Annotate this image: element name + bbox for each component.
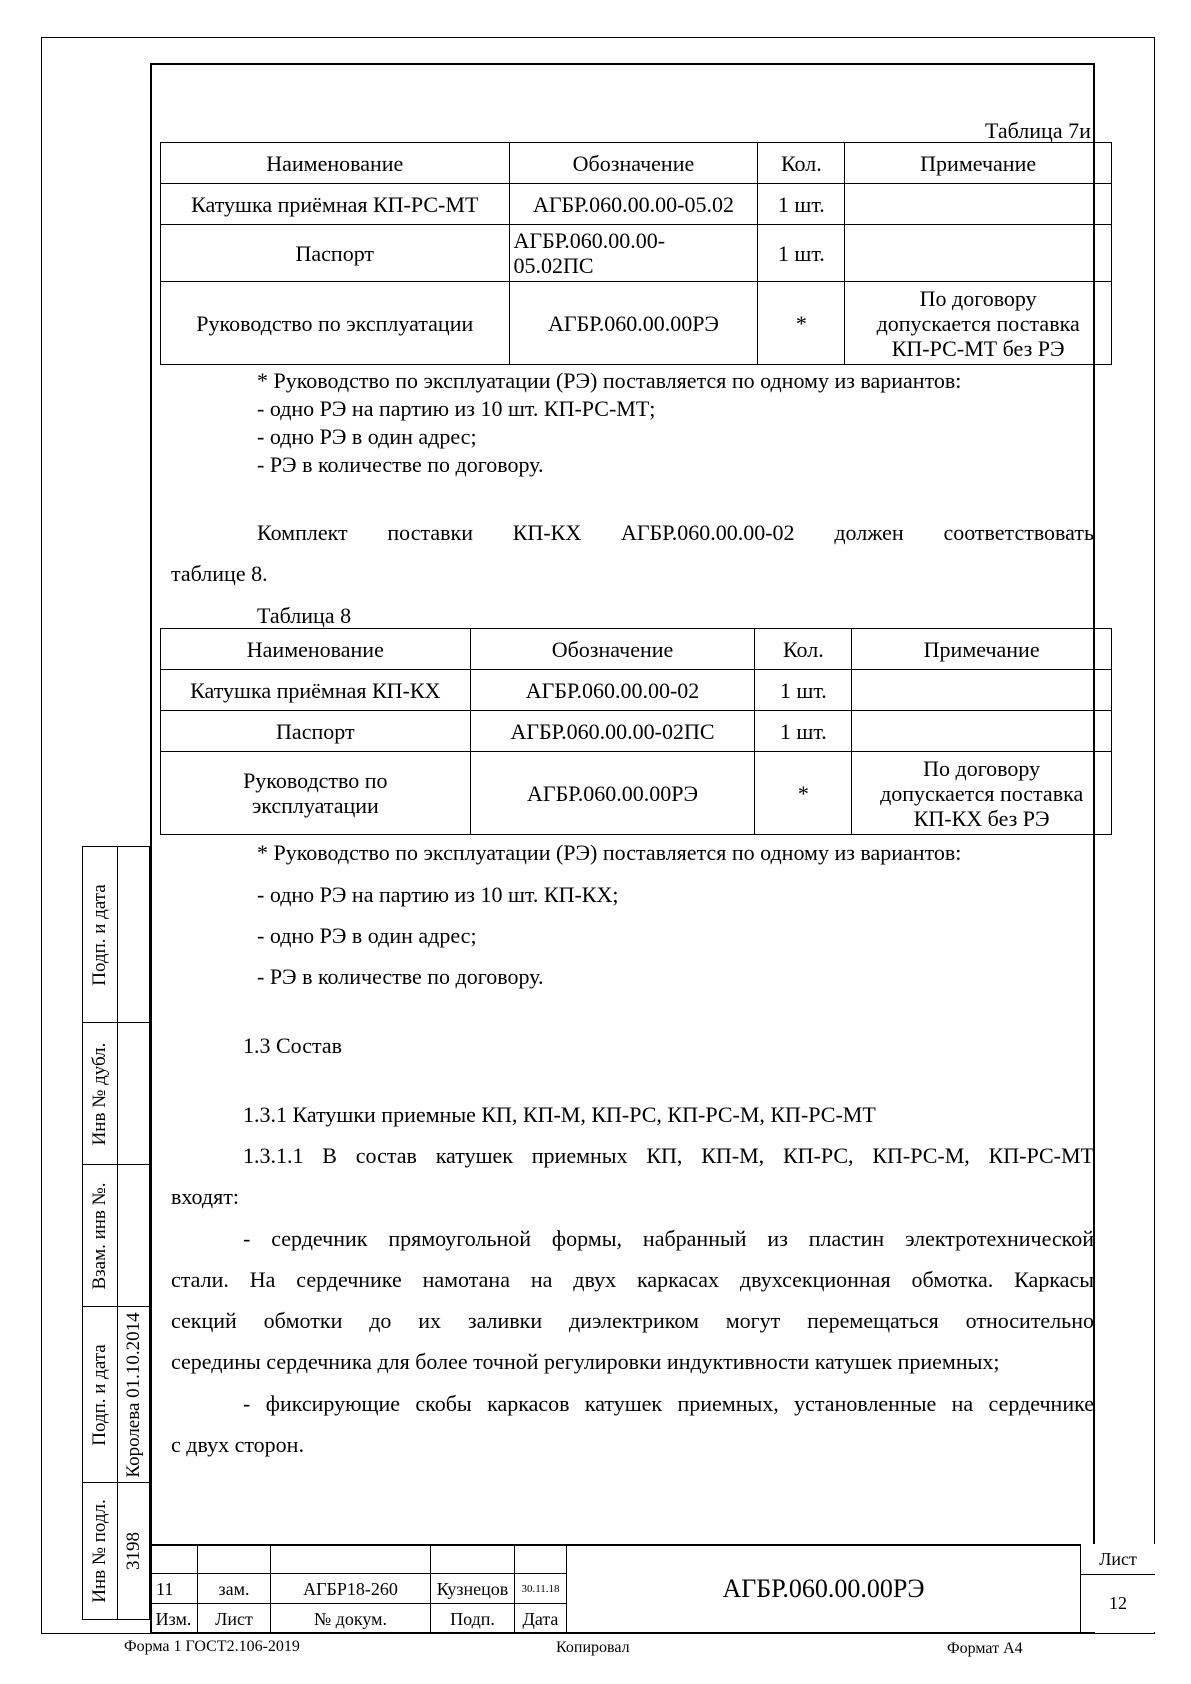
tb-cell — [150, 1546, 198, 1574]
side-label: Инв № подл. — [89, 1499, 110, 1603]
cell-qty: 1 шт. — [758, 184, 845, 225]
cell-designation: АГБР.060.00.00РЭ — [509, 282, 758, 365]
paragraph-line: входят: — [171, 1184, 239, 1209]
side-box-sign-date — [82, 846, 150, 1023]
side-label: Подп. и дата — [89, 883, 110, 986]
cell-qty: 1 шт. — [758, 225, 845, 282]
side-col — [117, 1023, 151, 1164]
paragraph-line: секций обмотки до их заливки диэлектриком могут перемещаться относительно — [171, 1308, 1094, 1333]
document-designation: АГБР.060.00.00РЭ — [722, 1574, 925, 1603]
cell-designation-line: 05.02ПС — [513, 253, 594, 278]
format-label: Формат А4 — [947, 1640, 1023, 1657]
copied-label: Копировал — [556, 1639, 630, 1656]
subsection-heading: 1.3.1 Катушки приемные КП, КП-М, КП-РС, КП-РС-М, КП-РС-МТ — [243, 1102, 876, 1127]
header-designation: Обозначение — [509, 143, 758, 184]
header-qty: Кол. — [758, 143, 845, 184]
cell-note — [845, 225, 1112, 282]
side-box-inv-dup — [82, 1022, 150, 1165]
cell-note — [845, 282, 1112, 365]
cell-name — [161, 752, 471, 835]
side-label: Инв № дубл. — [89, 1042, 110, 1145]
footnote-item: - РЭ в количестве по договору. — [257, 452, 544, 477]
cell-note-line: По договору — [923, 755, 1041, 781]
sheet-box — [1080, 1544, 1155, 1632]
header-name: Наименование — [161, 143, 510, 184]
table-header-row — [161, 629, 1112, 670]
header-name: Наименование — [161, 629, 471, 670]
cell-qty: 1 шт. — [755, 670, 852, 711]
side-box-exch-inv — [82, 1164, 150, 1307]
cell-note-line: допускается поставка — [880, 780, 1084, 806]
footnote-intro: * Руководство по эксплуатации (РЭ) поставляется по одному из вариантов: — [257, 368, 962, 393]
side-col — [117, 1165, 151, 1306]
paragraph-line: - сердечник прямоугольной формы, набранный из пластин электротехнической — [243, 1226, 1094, 1251]
cell-name: Паспорт — [161, 225, 510, 282]
inv-orig-number: 3198 — [123, 1532, 144, 1570]
cell-name: Руководство по эксплуатации — [161, 282, 510, 365]
footnote-item: - одно РЭ на партию из 10 шт. КП-КХ; — [257, 882, 619, 907]
cell-note — [845, 184, 1112, 225]
table-8 — [160, 628, 1112, 835]
title-block — [150, 1544, 1095, 1634]
table-row — [161, 752, 1112, 835]
cell-name: Паспорт — [161, 711, 471, 752]
paragraph-line: с двух сторон. — [171, 1432, 304, 1457]
tb-cell — [271, 1546, 431, 1574]
side-col — [83, 1483, 118, 1619]
header-qty: Кол. — [755, 629, 852, 670]
side-col — [117, 1483, 151, 1619]
cell-name-line: Руководство по — [243, 768, 388, 793]
kit-paragraph-line: таблице 8. — [171, 561, 268, 586]
header-doc-no: № докум. — [271, 1604, 431, 1634]
cell-designation: АГБР.060.00.00РЭ — [470, 752, 755, 835]
table-7i — [160, 142, 1112, 365]
header-list: Лист — [198, 1604, 271, 1634]
cell-note-line: КП-КХ без РЭ — [913, 805, 1050, 831]
cell-note-line: По договору — [919, 285, 1037, 311]
cell-designation: АГБР.060.00.00-05.02 — [509, 184, 758, 225]
section-heading: 1.3 Состав — [243, 1033, 343, 1058]
footnote-item: - одно РЭ на партию из 10 шт. КП-РС-МТ; — [257, 396, 656, 421]
header-sign: Подп. — [431, 1604, 515, 1634]
side-box-inv-orig — [82, 1482, 150, 1620]
side-col — [83, 1165, 118, 1306]
table-row — [161, 670, 1112, 711]
cell-name: Катушка приёмная КП-РС-МТ — [161, 184, 510, 225]
cell-name: Катушка приёмная КП-КХ — [161, 670, 471, 711]
cell-designation: АГБР.060.00.00-02ПС — [470, 711, 755, 752]
cell-note — [852, 711, 1112, 752]
signer-name: Кузнецов — [431, 1574, 515, 1604]
cell-designation: АГБР.060.00.00-02 — [470, 670, 755, 711]
cell-note-line: допускается поставка — [876, 310, 1080, 336]
sheet-number: 12 — [1109, 1593, 1127, 1613]
side-col — [117, 1307, 151, 1482]
cell-qty: * — [755, 752, 852, 835]
table-8-caption: Таблица 8 — [257, 603, 352, 628]
footnote-item: - РЭ в количестве по договору. — [257, 964, 544, 989]
change-date: 30.11.18 — [515, 1574, 567, 1604]
footnote-item: - одно РЭ в один адрес; — [257, 923, 477, 948]
footnote-item: - одно РЭ в один адрес; — [257, 424, 477, 449]
tb-cell — [198, 1546, 271, 1574]
header-date: Дата — [515, 1604, 567, 1634]
change-doc-number: АГБР18-260 — [271, 1574, 431, 1604]
tb-cell — [515, 1546, 567, 1574]
header-note: Примечание — [852, 629, 1112, 670]
table-row — [161, 282, 1112, 365]
footnote-intro: * Руководство по эксплуатации (РЭ) поставляется по одному из вариантов: — [257, 840, 962, 865]
table-row — [161, 225, 1112, 282]
side-col — [117, 847, 151, 1022]
paragraph-line: стали. На сердечнике намотана на двух каркасах двухсекционная обмотка. Каркасы — [171, 1267, 1094, 1292]
cell-note-line: КП-РС-МТ без РЭ — [891, 335, 1065, 361]
rev-number: 11 — [150, 1574, 198, 1604]
change-type: зам. — [198, 1574, 271, 1604]
cell-qty: 1 шт. — [755, 711, 852, 752]
paragraph-line: середины сердечника для более точной регулировки индуктивности катушек приемных; — [171, 1349, 1000, 1374]
header-note: Примечание — [845, 143, 1112, 184]
table-7i-caption: Таблица 7и — [985, 118, 1091, 143]
header-designation: Обозначение — [470, 629, 755, 670]
cell-qty: * — [758, 282, 845, 365]
side-label: Подп. и дата — [89, 1343, 110, 1446]
sheet-label: Лист — [1081, 1544, 1155, 1575]
side-label: Взам. инв №. — [89, 1181, 110, 1290]
header-izm: Изм. — [150, 1604, 198, 1634]
paragraph-line: 1.3.1.1 В состав катушек приемных КП, КП-М, КП-РС, КП-РС-М, КП-РС-МТ — [243, 1143, 1094, 1168]
tb-cell — [431, 1546, 515, 1574]
kit-paragraph-line: Комплект поставки КП-КХ АГБР.060.00.00-02 должен соответствовать — [257, 520, 1094, 545]
table-row — [161, 711, 1112, 752]
table-row — [161, 184, 1112, 225]
cell-designation — [509, 225, 758, 282]
signer-date: Королева 01.10.2014 — [123, 1311, 144, 1478]
side-box-sign-date-2 — [82, 1306, 150, 1483]
side-col — [83, 847, 118, 1022]
side-col — [83, 1307, 118, 1482]
cell-note — [852, 670, 1112, 711]
cell-note — [852, 752, 1112, 835]
cell-designation-line: АГБР.060.00.00- — [513, 228, 666, 253]
cell-name-line: эксплуатации — [251, 793, 379, 818]
side-col — [83, 1023, 118, 1164]
table-header-row — [161, 143, 1112, 184]
paragraph-line: - фиксирующие скобы каркасов катушек приемных, установленные на сердечнике — [243, 1391, 1094, 1416]
form-label: Форма 1 ГОСТ2.106-2019 — [124, 1638, 300, 1655]
